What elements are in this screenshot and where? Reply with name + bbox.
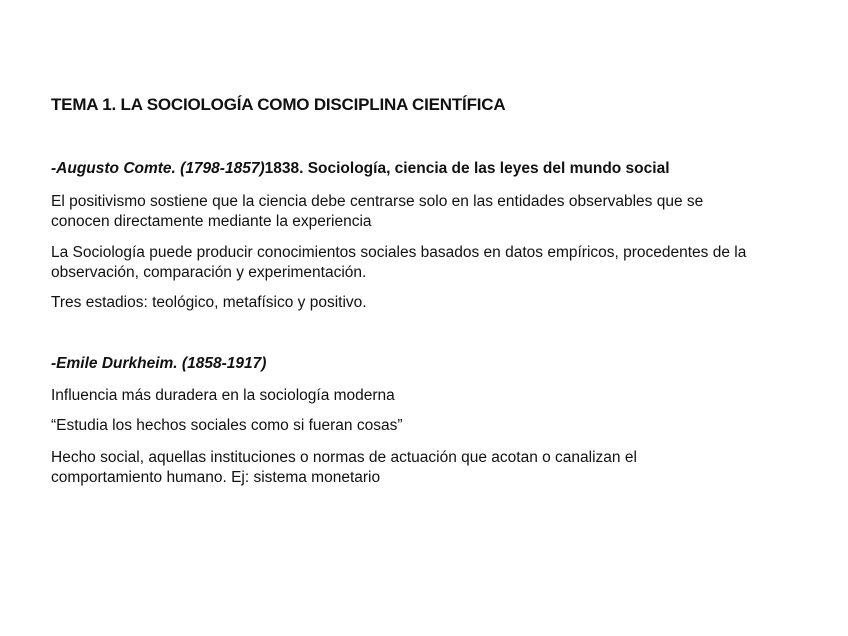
paragraph-influence: Influencia más duradera en la sociología moderna (51, 387, 395, 404)
section-heading-name: -Emile Durkheim. (1858-1917) (51, 355, 267, 372)
section-heading-rest: 1838. Sociología, ciencia de las leyes del mundo social (264, 160, 670, 177)
paragraph-three-stages: Tres estadios: teológico, metafísico y positivo. (51, 294, 367, 311)
document-title: TEMA 1. LA SOCIOLOGÍA COMO DISCIPLINA CIENTÍFICA (51, 95, 506, 114)
paragraph-positivism: El positivismo sostiene que la ciencia debe centrarse solo en las entidades observables que se conocen directamente mediante la experiencia (51, 193, 704, 230)
section-heading-comte (51, 160, 670, 178)
paragraph-social-fact: Hecho social, aquellas instituciones o normas de actuación que acotan o canalizan el comportamiento humano. Ej: sistema monetario (51, 449, 637, 486)
paragraph-sociology-knowledge: La Sociología puede producir conocimientos sociales basados en datos empíricos, procedentes de la observación, comparación y experimentación. (51, 244, 747, 281)
section-heading-durkheim (51, 355, 266, 373)
section-heading-name: -Augusto Comte. (1798-1857) (51, 160, 265, 177)
paragraph-quote: “Estudia los hechos sociales como si fueran cosas” (51, 417, 403, 434)
